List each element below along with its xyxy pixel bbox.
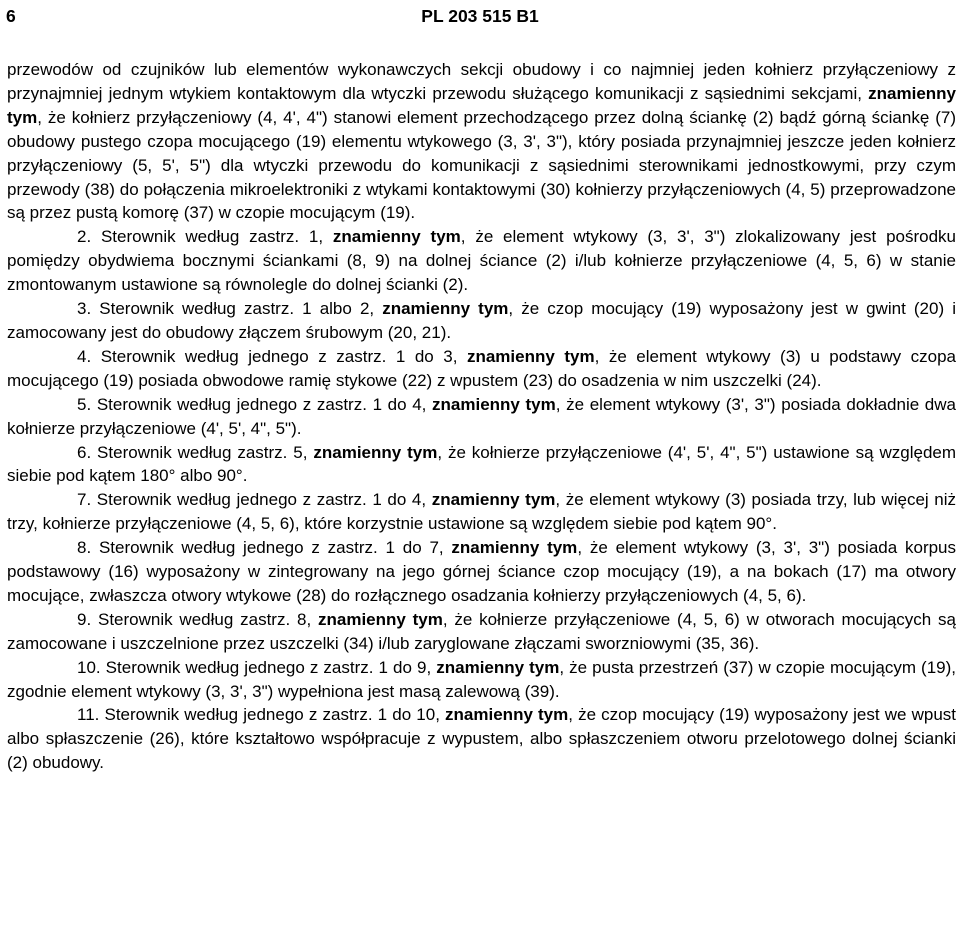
claim-7	[7, 488, 956, 536]
claim-9	[7, 608, 956, 656]
claim-6	[7, 441, 956, 489]
claim-2	[7, 225, 956, 297]
claim-keyword: znamienny tym	[332, 227, 461, 247]
claim-body: , że element wtykowy (3) posiada trzy, lub więcej niż trzy, kołnierze przyłączeniowe (4, 5, 6), które korzystnie ustawione są względem siebie pod kątem 90°.	[7, 490, 956, 534]
claim-body: , że kołnierze przyłączeniowe (4, 5, 6) w otworach mocujących są zamocowane i uszczelnione przez uszczelki (34) i/lub zaryglowane złączami sworzniowymi (35, 36).	[7, 609, 957, 653]
claim-lead: 9. Sterownik według zastrz. 8,	[77, 609, 318, 629]
claim-lead: 5. Sterownik według jednego z zastrz. 1 do 4,	[77, 394, 433, 414]
claim-lead: 6. Sterownik według zastrz. 5,	[77, 442, 314, 462]
intro-text-start: przewodów od czujników lub elementów wykonawczych sekcji obudowy i co najmniej jeden kołnierz przyłączeniowy z przynajmniej jednym wtykiem kontaktowym dla wtyczki przewodu służącego komunikacji z sąsiednimi sekcjami,	[7, 60, 956, 103]
claim-8	[7, 536, 956, 608]
claim-keyword: znamienny tym	[317, 609, 443, 629]
claim-lead: 8. Sterownik według jednego z zastrz. 1 do 7,	[77, 538, 452, 558]
claim-keyword: znamienny tym	[313, 442, 438, 462]
claim-4	[7, 345, 956, 393]
claim-body: , że czop mocujący (19) wyposażony jest we wpust albo spłaszczenie (26), które kształtowo współpracuje z wypustem, albo spłaszczeniem otworu przelotowego dolnej ścianki (2) obudowy.	[7, 705, 956, 773]
document-id: PL 203 515 B1	[421, 6, 539, 26]
claim-body: , że element wtykowy (3', 3") posiada dokładnie dwa kołnierze przyłączeniowe (4', 5', 4", 5").	[7, 394, 956, 438]
claim-lead: 7. Sterownik według jednego z zastrz. 1 do 4,	[77, 490, 432, 510]
claim-body: , że pusta przestrzeń (37) w czopie mocującym (19), zgodnie element wtykowy (3, 3', 3") wypełniona jest masą zalewową (39).	[7, 657, 956, 701]
intro-paragraph	[7, 58, 956, 225]
intro-text-end: , że kołnierz przyłączeniowy (4, 4', 4") stanowi element przechodzącego przez dolną ściankę (2) bądź górną ściankę (7) obudowy pustego czopa mocującego (19) elementu wtykowego (3, 3', 3"), który posiada przynajmniej jeszcze jeden kołnierz przyłączeniowy (5, 5', 5") dla wtyczki przewodu do komunikacji z sąsiednimi sterownikami jednostkowymi, przy czym przewody (38) do połączenia mikroelektroniki z wtykami kontaktowymi (30) kołnierzy przyłączeniowych (4, 5) przeprowadzone są przez pustą komorę (37) w czopie mocującym (19).	[7, 107, 956, 223]
claim-lead: 2. Sterownik według zastrz. 1,	[77, 227, 333, 247]
claim-lead: 3. Sterownik według zastrz. 1 albo 2,	[77, 299, 383, 319]
claim-body: , że element wtykowy (3, 3', 3") zlokalizowany jest pośrodku pomiędzy obydwiema bocznymi ściankami (8, 9) na dolnej ściance (2) i/lub kołnierze przyłączeniowe (4, 5, 6) w stanie zmontowanym ustawione są równolegle do dolnej ścianki (2).	[7, 227, 957, 295]
page-number: 6	[6, 6, 16, 26]
claim-5	[7, 393, 956, 441]
claim-3	[7, 297, 956, 345]
claim-keyword: znamienny tym	[436, 657, 560, 677]
claim-lead: 4. Sterownik według jednego z zastrz. 1 do 3,	[77, 346, 467, 366]
claim-body: , że czop mocujący (19) wyposażony jest w gwint (20) i zamocowany jest do obudowy złączem śrubowym (20, 21).	[7, 299, 956, 342]
intro-keyword: znamienny tym	[7, 83, 956, 127]
claim-keyword: znamienny tym	[431, 490, 556, 510]
claim-lead: 10. Sterownik według jednego z zastrz. 1 do 9,	[77, 657, 437, 677]
claim-body: , że element wtykowy (3) u podstawy czopa mocującego (19) posiada obwodowe ramię stykowe (22) z wpustem (23) do osadzenia w nim uszczelki (24).	[7, 346, 957, 390]
claim-lead: 11. Sterownik według jednego z zastrz. 1 do 10,	[77, 705, 446, 725]
claim-keyword: znamienny tym	[466, 346, 595, 366]
claim-10	[7, 656, 956, 704]
claim-11	[7, 703, 956, 775]
claim-keyword: znamienny tym	[445, 705, 569, 725]
claim-keyword: znamienny tym	[451, 538, 578, 558]
page-header	[0, 6, 960, 32]
claim-body: , że kołnierze przyłączeniowe (4', 5', 4", 5") ustawione są względem siebie pod kątem 180° albo 90°.	[7, 442, 957, 486]
claim-keyword: znamienny tym	[382, 299, 509, 319]
claim-keyword: znamienny tym	[432, 394, 556, 414]
claims-text	[7, 58, 956, 775]
claim-body: , że element wtykowy (3, 3', 3") posiada korpus podstawowy (16) wyposażony w zintegrowany na jego górnej ściance czop mocujący (19), a na bokach (17) ma otwory mocujące, zwłaszcza otwory wtykowe (28) do rozłącznego osadzania kołnierzy przyłączeniowych (4, 5, 6).	[7, 538, 957, 605]
